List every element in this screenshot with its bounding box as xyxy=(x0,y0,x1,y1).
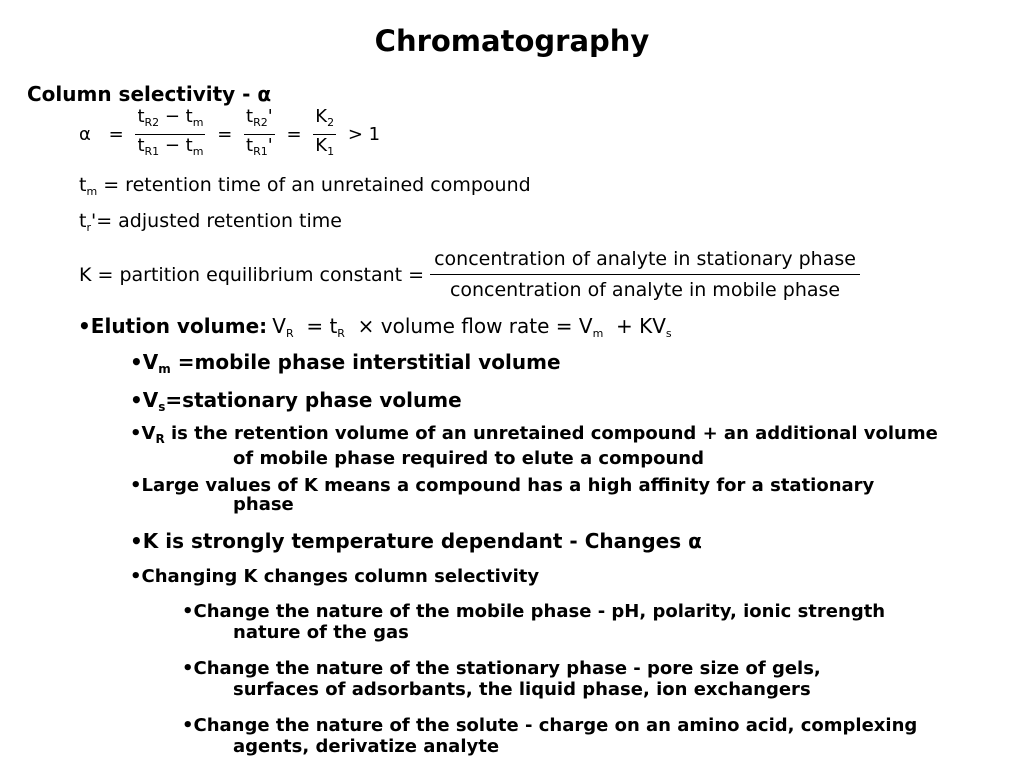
sub-bullet-mobile: •Change the nature of the mobile phase - pH, polarity, ionic strength nature of the gas xyxy=(182,601,886,643)
page-title: Chromatography xyxy=(374,24,650,58)
k-numerator: concentration of analyte in stationary phase xyxy=(430,244,860,275)
alpha-equation: α = $\frac{t_{R2} - t_m}{t_{R1} - t_m}$ = $\frac{t_{R2}'}{t_{R1}'}$ = $\frac{K_2}{K_1}$ > 1 xyxy=(79,106,381,158)
bullet-vm: $•V_m$ =mobile phase interstitial volume xyxy=(130,350,561,376)
bullet-k-temp: •K is strongly temperature dependant - Changes α xyxy=(130,529,702,553)
elution-line xyxy=(78,314,672,340)
tr-definition: $t_r'=$ adjusted retention time xyxy=(79,210,342,234)
sub-bullet-solute: •Change the nature of the solute - charge on an amino acid, complexing agents, derivatize analyte xyxy=(182,715,918,757)
elution-equation: $V_R = t_R$ × volume flow rate = $V_m + KV_s$ xyxy=(272,314,672,340)
bullet-vs: $•V_s=stationary$ phase volume xyxy=(130,388,462,414)
k-denominator: concentration of analyte in mobile phase xyxy=(449,279,841,301)
elution-label: •Elution volume: xyxy=(78,314,268,338)
sub-bullet-stationary: •Change the nature of the stationary phase - pore size of gels, surfaces of adsorbants, the liquid phase, ion exchangers xyxy=(182,658,821,700)
bullet-large-k: •Large values of K means a compound has a high affinity for a stationary phase xyxy=(130,475,875,515)
tm-definition: $t_m$ = retention time of an unretained compound xyxy=(79,174,531,198)
bullet-changing-k: •Changing K changes column selectivity xyxy=(130,566,540,587)
k-definition xyxy=(79,244,860,305)
k-lhs: K = partition equilibrium constant = xyxy=(79,263,425,286)
selectivity-heading: Column selectivity - α xyxy=(27,82,272,106)
bullet-vr: $•V_R$ is the retention volume of an unretained compound + an additional volume of mobile phase required to elute a compound xyxy=(130,423,938,469)
